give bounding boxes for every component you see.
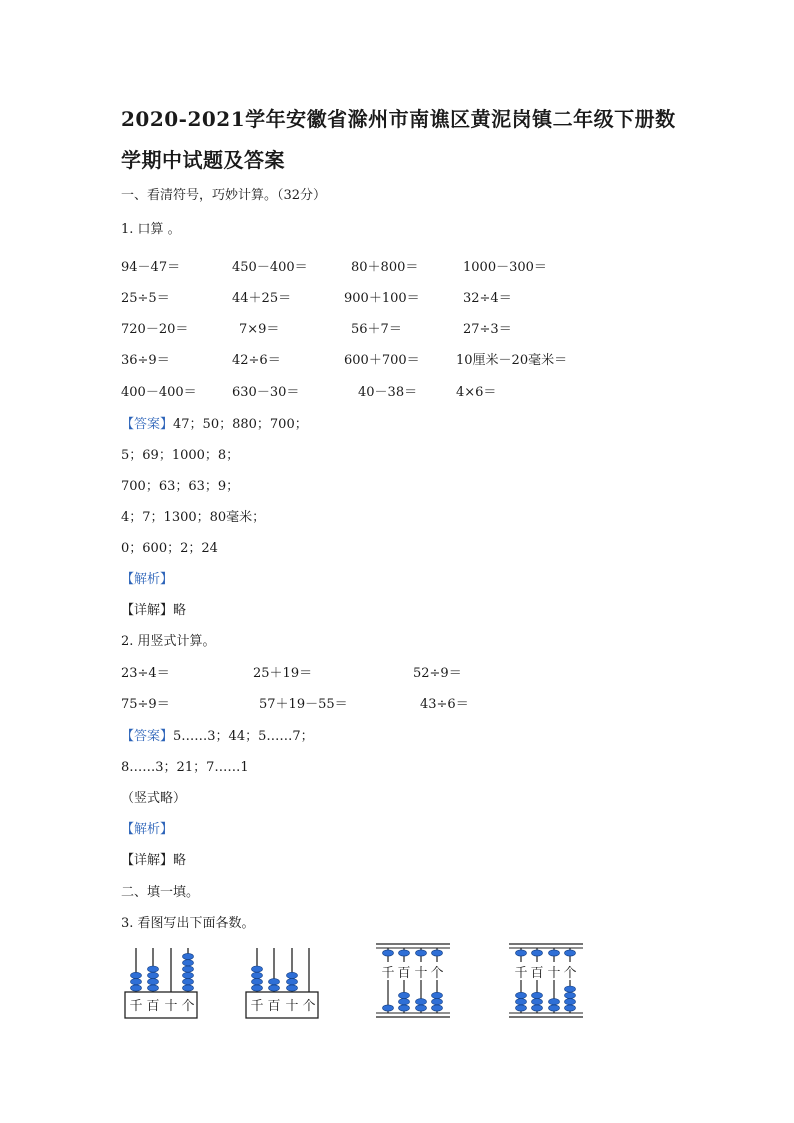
place-label-hundreds: 百 — [397, 966, 411, 981]
place-label-tens: 十 — [285, 999, 299, 1014]
q1-answer-line: 4；7；1300；80毫米； — [121, 510, 266, 525]
abacus-bead — [549, 999, 560, 1005]
section-2-heading: 二、填一填。 — [121, 885, 200, 900]
abacus-bead — [532, 992, 543, 998]
abacus-bead — [287, 985, 298, 991]
abacus-bead — [532, 999, 543, 1005]
abacus-bead — [252, 985, 263, 991]
q1-item: 450－400＝ — [232, 260, 308, 275]
abacus-bead — [399, 950, 410, 956]
q1-answer-line: 5；69；1000；8； — [121, 448, 240, 463]
answer-text: 47；50；880；700； — [173, 417, 308, 432]
q1-answer-line — [121, 417, 308, 433]
q2-item: 57＋19－55＝ — [259, 697, 348, 712]
abacus-bead — [416, 1005, 427, 1011]
place-label-hundreds: 百 — [146, 999, 160, 1014]
q1-item: 900＋100＝ — [344, 291, 420, 306]
q2-note: （竖式略） — [121, 791, 187, 806]
abacus-bead — [532, 1005, 543, 1011]
place-label-thousands: 千 — [250, 999, 264, 1014]
q2-item: 75÷9＝ — [121, 697, 170, 712]
place-label-hundreds: 百 — [530, 966, 544, 981]
abacus-bead — [131, 972, 142, 978]
place-label-ones: 个 — [302, 999, 316, 1014]
answer-tag: 【答案】 — [121, 417, 174, 432]
q1-item: 40－38＝ — [358, 385, 418, 400]
abacus-bead — [399, 992, 410, 998]
q1-answer-line: 700；63；63；9； — [121, 479, 240, 494]
abacus-figure-4 — [507, 941, 585, 1021]
q1-item: 44＋25＝ — [232, 291, 292, 306]
abacus-bead — [269, 979, 280, 985]
abacus-bead — [252, 972, 263, 978]
q3-heading: 3. 看图写出下面各数。 — [121, 916, 255, 931]
abacus-bead — [252, 966, 263, 972]
abacus-bead — [532, 950, 543, 956]
abacus-figure-1 — [124, 946, 200, 1020]
doc-title-line1: 2020-2021学年安徽省滁州市南谯区黄泥岗镇二年级下册数 — [121, 107, 676, 131]
abacus-bead — [252, 979, 263, 985]
place-label-tens: 十 — [414, 966, 428, 981]
abacus-bead — [432, 992, 443, 998]
q1-item: 720－20＝ — [121, 322, 189, 337]
q1-item: 10厘米－20毫米＝ — [456, 353, 568, 368]
detail-tag: 【详解】 — [121, 853, 174, 868]
q1-item: 25÷5＝ — [121, 291, 170, 306]
q1-item: 42÷6＝ — [232, 353, 281, 368]
abacus-bead — [287, 979, 298, 985]
abacus-bead — [148, 966, 159, 972]
q1-item: 1000－300＝ — [463, 260, 547, 275]
q1-detail-line — [121, 603, 186, 619]
abacus-bead — [416, 950, 427, 956]
abacus-bead — [416, 999, 427, 1005]
q1-item: 80＋800＝ — [351, 260, 419, 275]
abacus-bead — [565, 999, 576, 1005]
abacus-bead — [183, 972, 194, 978]
abacus-bead — [565, 1005, 576, 1011]
abacus-bead — [383, 950, 394, 956]
abacus-figure-3 — [374, 941, 452, 1021]
abacus-bead — [148, 972, 159, 978]
q2-item: 52÷9＝ — [413, 666, 462, 681]
q1-item: 630－30＝ — [232, 385, 300, 400]
q1-item: 400－400＝ — [121, 385, 197, 400]
q1-item: 56＋7＝ — [351, 322, 402, 337]
q1-heading: 1. 口算 。 — [121, 222, 181, 237]
abacus-bead — [565, 950, 576, 956]
detail-tag: 【详解】 — [121, 603, 174, 618]
place-label-ones: 个 — [563, 966, 577, 981]
abacus-bead — [287, 972, 298, 978]
q1-item: 600＋700＝ — [344, 353, 420, 368]
section-1-heading: 一、看清符号，巧妙计算。（32分） — [121, 188, 327, 203]
q1-item: 94－47＝ — [121, 260, 181, 275]
abacus-bead — [383, 1005, 394, 1011]
abacus-bead — [183, 960, 194, 966]
q1-item: 4×6＝ — [456, 385, 497, 400]
abacus-bead — [565, 992, 576, 998]
abacus-bead — [399, 999, 410, 1005]
abacus-bead — [131, 985, 142, 991]
abacus-bead — [516, 992, 527, 998]
abacus-bead — [269, 985, 280, 991]
place-label-ones: 个 — [430, 966, 444, 981]
detail-text: 略 — [173, 853, 187, 868]
abacus-bead — [432, 999, 443, 1005]
abacus-bead — [399, 1005, 410, 1011]
answer-tag: 【答案】 — [121, 729, 174, 744]
abacus-bead — [516, 1005, 527, 1011]
abacus-bead — [549, 950, 560, 956]
q2-item: 25＋19＝ — [253, 666, 313, 681]
q2-answer-line — [121, 729, 314, 745]
place-label-thousands: 千 — [381, 966, 395, 981]
place-label-thousands: 千 — [129, 999, 143, 1014]
q2-analysis-tag: 【解析】 — [121, 822, 174, 837]
q1-item: 32÷4＝ — [463, 291, 512, 306]
q2-answer-line: 8……3；21；7……1 — [121, 760, 249, 775]
place-label-hundreds: 百 — [267, 999, 281, 1014]
q2-item: 43÷6＝ — [420, 697, 469, 712]
abacus-bead — [148, 979, 159, 985]
detail-text: 略 — [173, 603, 187, 618]
abacus-bead — [148, 985, 159, 991]
q1-answer-line: 0；600；2；24 — [121, 541, 218, 556]
abacus-bead — [183, 985, 194, 991]
abacus-bead — [183, 979, 194, 985]
abacus-bead — [549, 1005, 560, 1011]
place-label-tens: 十 — [547, 966, 561, 981]
q1-item: 27÷3＝ — [463, 322, 512, 337]
abacus-bead — [183, 953, 194, 959]
abacus-bead — [432, 950, 443, 956]
q2-heading: 2. 用竖式计算。 — [121, 634, 216, 649]
q2-detail-line — [121, 853, 186, 869]
answer-text: 5……3；44；5……7； — [173, 729, 314, 744]
abacus-bead — [565, 986, 576, 992]
abacus-figure-2 — [245, 946, 321, 1020]
place-label-ones: 个 — [181, 999, 195, 1014]
abacus-bead — [432, 1005, 443, 1011]
abacus-bead — [183, 966, 194, 972]
abacus-bead — [131, 979, 142, 985]
abacus-bead — [516, 999, 527, 1005]
place-label-thousands: 千 — [514, 966, 528, 981]
doc-title-line2: 学期中试题及答案 — [121, 148, 285, 172]
q1-item: 36÷9＝ — [121, 353, 170, 368]
q2-item: 23÷4＝ — [121, 666, 170, 681]
abacus-bead — [516, 950, 527, 956]
place-label-tens: 十 — [164, 999, 178, 1014]
q1-analysis-tag: 【解析】 — [121, 572, 174, 587]
q1-item: 7×9＝ — [239, 322, 280, 337]
